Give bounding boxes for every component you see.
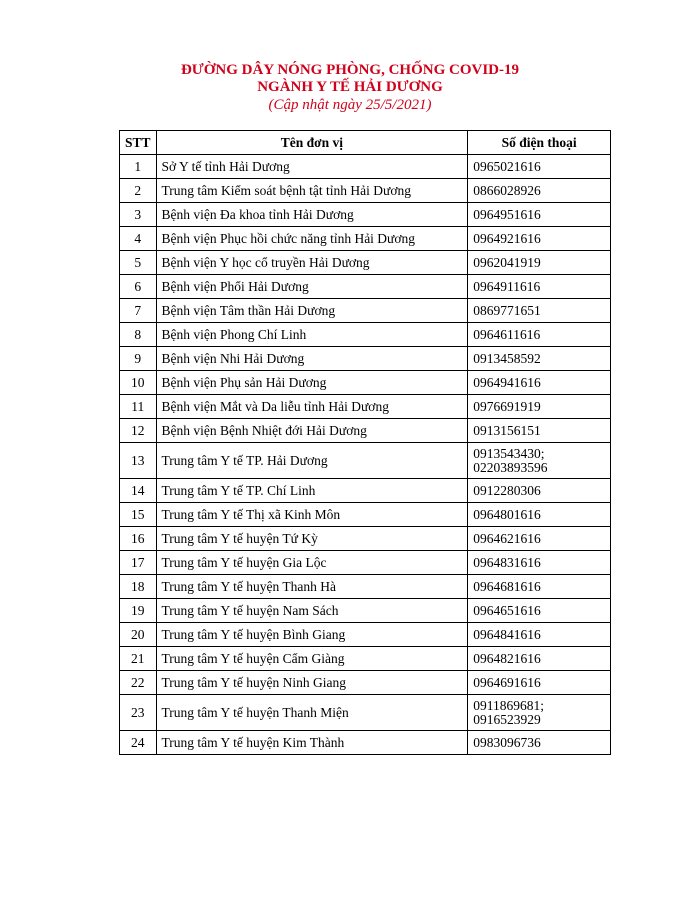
table-row bbox=[120, 575, 611, 599]
table-row bbox=[120, 419, 611, 443]
phone-number: 0964681616 bbox=[473, 578, 541, 594]
table-row bbox=[120, 623, 611, 647]
unit-name: Bệnh viện Y học cổ truyền Hải Dương bbox=[156, 251, 468, 275]
table-body bbox=[120, 155, 611, 755]
phone-number-cell bbox=[468, 179, 611, 203]
row-number: 23 bbox=[120, 695, 157, 731]
unit-name: Sở Y tế tỉnh Hải Dương bbox=[156, 155, 468, 179]
phone-number-cell bbox=[468, 671, 611, 695]
phone-number: 0964611616 bbox=[473, 326, 541, 342]
table-row bbox=[120, 395, 611, 419]
phone-number: 0964921616 bbox=[473, 230, 541, 246]
phone-number: 0964651616 bbox=[473, 602, 541, 618]
phone-number-cell bbox=[468, 203, 611, 227]
unit-name: Trung tâm Y tế huyện Bình Giang bbox=[156, 623, 468, 647]
row-number: 24 bbox=[120, 731, 157, 755]
unit-name: Trung tâm Y tế TP. Hải Dương bbox=[156, 443, 468, 479]
unit-name: Bệnh viện Đa khoa tỉnh Hải Dương bbox=[156, 203, 468, 227]
table-row bbox=[120, 347, 611, 371]
unit-name: Trung tâm Y tế huyện Tứ Kỳ bbox=[156, 527, 468, 551]
phone-number: 0869771651 bbox=[473, 302, 541, 318]
row-number: 4 bbox=[120, 227, 157, 251]
phone-number-cell bbox=[468, 575, 611, 599]
unit-name: Bệnh viện Nhi Hải Dương bbox=[156, 347, 468, 371]
phone-number-cell bbox=[468, 695, 611, 731]
phone-number: 0964911616 bbox=[473, 278, 541, 294]
phone-number-cell bbox=[468, 503, 611, 527]
phone-number-cell bbox=[468, 323, 611, 347]
table-row bbox=[120, 155, 611, 179]
phone-number-cell bbox=[468, 527, 611, 551]
row-number: 12 bbox=[120, 419, 157, 443]
unit-name: Bệnh viện Bệnh Nhiệt đới Hải Dương bbox=[156, 419, 468, 443]
row-number: 16 bbox=[120, 527, 157, 551]
table-row bbox=[120, 671, 611, 695]
phone-number-cell bbox=[468, 599, 611, 623]
row-number: 3 bbox=[120, 203, 157, 227]
table-row bbox=[120, 371, 611, 395]
unit-name: Trung tâm Y tế huyện Thanh Hà bbox=[156, 575, 468, 599]
unit-name: Bệnh viện Phụ sản Hải Dương bbox=[156, 371, 468, 395]
phone-number-cell bbox=[468, 251, 611, 275]
table-row bbox=[120, 647, 611, 671]
phone-number: 0964621616 bbox=[473, 530, 541, 546]
unit-name: Trung tâm Y tế huyện Nam Sách bbox=[156, 599, 468, 623]
table-row bbox=[120, 251, 611, 275]
row-number: 15 bbox=[120, 503, 157, 527]
table-row bbox=[120, 551, 611, 575]
phone-number-cell bbox=[468, 623, 611, 647]
phone-number: 0976691919 bbox=[473, 398, 541, 414]
phone-number-cell bbox=[468, 347, 611, 371]
column-header-stt: STT bbox=[120, 131, 157, 155]
row-number: 7 bbox=[120, 299, 157, 323]
phone-number-cell bbox=[468, 647, 611, 671]
title-line-1: ĐƯỜNG DÂY NÓNG PHÒNG, CHỐNG COVID-19 bbox=[180, 62, 520, 78]
document-heading bbox=[0, 62, 700, 114]
row-number: 19 bbox=[120, 599, 157, 623]
phone-number: 0911869681; bbox=[473, 697, 545, 713]
row-number: 8 bbox=[120, 323, 157, 347]
phone-number: 0964831616 bbox=[473, 554, 541, 570]
phone-number-cell bbox=[468, 419, 611, 443]
table-row bbox=[120, 527, 611, 551]
phone-number: 0964821616 bbox=[473, 650, 541, 666]
unit-name: Trung tâm Y tế huyện Ninh Giang bbox=[156, 671, 468, 695]
table-row bbox=[120, 443, 611, 479]
phone-number-cell bbox=[468, 155, 611, 179]
phone-number: 0983096736 bbox=[473, 734, 541, 750]
phone-number-cell bbox=[468, 443, 611, 479]
phone-number: 0913458592 bbox=[473, 350, 541, 366]
column-header-phone: Số điện thoại bbox=[468, 131, 611, 155]
row-number: 6 bbox=[120, 275, 157, 299]
unit-name: Bệnh viện Phổi Hải Dương bbox=[156, 275, 468, 299]
row-number: 21 bbox=[120, 647, 157, 671]
table-row bbox=[120, 299, 611, 323]
unit-name: Trung tâm Y tế Thị xã Kinh Môn bbox=[156, 503, 468, 527]
unit-name: Bệnh viện Mắt và Da liễu tỉnh Hải Dương bbox=[156, 395, 468, 419]
phone-number-secondary: 02203893596 bbox=[473, 459, 548, 475]
update-date: (Cập nhật ngày 25/5/2021) bbox=[268, 97, 432, 113]
table-row bbox=[120, 695, 611, 731]
phone-number-cell bbox=[468, 371, 611, 395]
table-row bbox=[120, 503, 611, 527]
table-row bbox=[120, 479, 611, 503]
phone-number: 0913156151 bbox=[473, 422, 541, 438]
unit-name: Trung tâm Kiểm soát bệnh tật tỉnh Hải Dương bbox=[156, 179, 468, 203]
row-number: 1 bbox=[120, 155, 157, 179]
row-number: 22 bbox=[120, 671, 157, 695]
table-row bbox=[120, 323, 611, 347]
row-number: 9 bbox=[120, 347, 157, 371]
phone-number: 0866028926 bbox=[473, 182, 541, 198]
phone-number: 0964801616 bbox=[473, 506, 541, 522]
phone-number: 0912280306 bbox=[473, 482, 541, 498]
row-number: 18 bbox=[120, 575, 157, 599]
phone-number-cell bbox=[468, 479, 611, 503]
phone-number: 0964941616 bbox=[473, 374, 541, 390]
phone-number-cell bbox=[468, 551, 611, 575]
table-row bbox=[120, 275, 611, 299]
table-row bbox=[120, 203, 611, 227]
row-number: 11 bbox=[120, 395, 157, 419]
title-line-2: NGÀNH Y TẾ HẢI DƯƠNG bbox=[257, 79, 443, 95]
phone-number: 0913543430; bbox=[473, 445, 545, 461]
unit-name: Bệnh viện Phục hồi chức năng tỉnh Hải Dương bbox=[156, 227, 468, 251]
phone-number-cell bbox=[468, 395, 611, 419]
phone-number-cell bbox=[468, 299, 611, 323]
row-number: 17 bbox=[120, 551, 157, 575]
phone-number-cell bbox=[468, 275, 611, 299]
table-row bbox=[120, 179, 611, 203]
phone-number-cell bbox=[468, 227, 611, 251]
unit-name: Bệnh viện Tâm thần Hải Dương bbox=[156, 299, 468, 323]
row-number: 13 bbox=[120, 443, 157, 479]
hotline-table bbox=[119, 130, 611, 755]
row-number: 10 bbox=[120, 371, 157, 395]
column-header-unit: Tên đơn vị bbox=[156, 131, 468, 155]
row-number: 5 bbox=[120, 251, 157, 275]
phone-number: 0965021616 bbox=[473, 158, 541, 174]
unit-name: Trung tâm Y tế huyện Kim Thành bbox=[156, 731, 468, 755]
unit-name: Trung tâm Y tế huyện Thanh Miện bbox=[156, 695, 468, 731]
table-row bbox=[120, 227, 611, 251]
table-row bbox=[120, 731, 611, 755]
unit-name: Trung tâm Y tế huyện Gia Lộc bbox=[156, 551, 468, 575]
unit-name: Bệnh viện Phong Chí Linh bbox=[156, 323, 468, 347]
row-number: 14 bbox=[120, 479, 157, 503]
phone-number: 0964691616 bbox=[473, 674, 541, 690]
row-number: 20 bbox=[120, 623, 157, 647]
table-row bbox=[120, 599, 611, 623]
phone-number-cell bbox=[468, 731, 611, 755]
phone-number: 0964841616 bbox=[473, 626, 541, 642]
phone-number: 0962041919 bbox=[473, 254, 541, 270]
unit-name: Trung tâm Y tế huyện Cẩm Giàng bbox=[156, 647, 468, 671]
phone-number: 0964951616 bbox=[473, 206, 541, 222]
table-header-row bbox=[120, 131, 611, 155]
row-number: 2 bbox=[120, 179, 157, 203]
phone-number-secondary: 0916523929 bbox=[473, 711, 541, 727]
unit-name: Trung tâm Y tế TP. Chí Linh bbox=[156, 479, 468, 503]
